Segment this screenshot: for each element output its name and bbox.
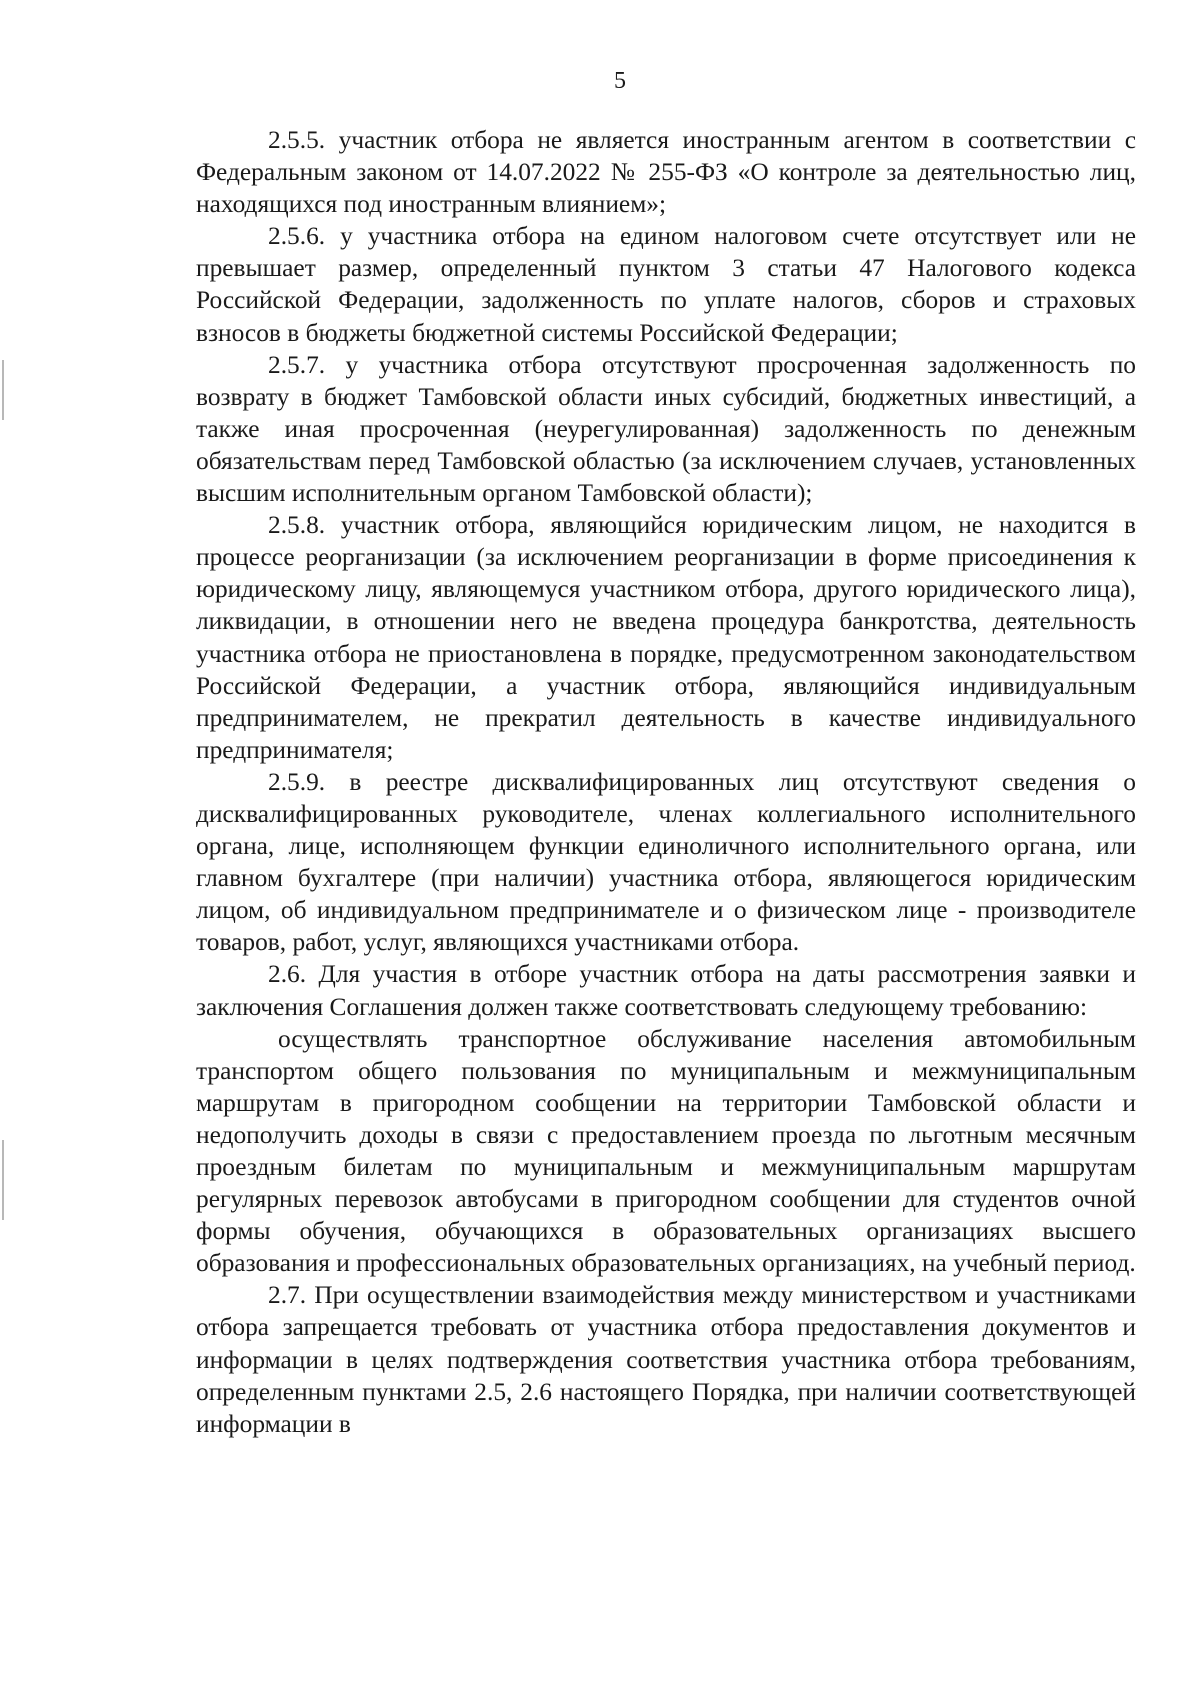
document-body <box>196 124 1136 1440</box>
page-number: 5 <box>614 68 626 94</box>
paragraph-requirement: осуществлять транспортное обслуживание населения автомобильным транспортом общего пользования по муниципальным и межмуниципальным маршрутам в пригородном сообщении на территории Тамбовской области и недополучить доходы в связи с предоставлением проезда по льготным месячным проездным билетам по муниципальным и межмуниципальным маршрутам регулярных перевозок автобусами в пригородном сообщении для студентов очной формы обучения, обучающихся в образовательных организациях высшего образования и профессиональных образовательных организациях, на учебный период. <box>196 1024 1136 1278</box>
scan-edge-mark <box>2 360 4 420</box>
paragraph-2-6: 2.6. Для участия в отборе участник отбора на даты рассмотрения заявки и заключения Соглашения должен также соответствовать следующему требованию: <box>196 960 1136 1021</box>
paragraph-2-5-9: 2.5.9. в реестре дисквалифицированных лиц отсутствуют сведения о дисквалифицированных руководителе, членах коллегиального исполнительного органа, лице, исполняющем функции единоличного исполнительного органа, или главном бухгалтере (при наличии) участника отбора, являющегося юридическим лицом, об индивидуальном предпринимателе и о физическом лице - производителе товаров, работ, услуг, являющихся участниками отбора. <box>196 767 1136 957</box>
paragraph-2-5-5: 2.5.5. участник отбора не является иностранным агентом в соответствии с Федеральным законом от 14.07.2022 № 255-ФЗ «О контроле за деятельностью лиц, находящихся под иностранным влиянием»; <box>196 126 1136 219</box>
scan-edge-mark <box>2 1140 4 1220</box>
paragraph-2-7: 2.7. При осуществлении взаимодействия между министерством и участниками отбора запрещается требовать от участника отбора предоставления документов и информации в целях подтверждения соответствия участника отбора требованиям, определенным пунктами 2.5, 2.6 настоящего Порядка, при наличии соответствующей информации в <box>196 1281 1136 1438</box>
paragraph-2-5-8: 2.5.8. участник отбора, являющийся юридическим лицом, не находится в процессе реорганизации (за исключением реорганизации в форме присоединения к юридическому лицу, являющемуся участником отбора, другого юридического лица), ликвидации, в отношении него не введена процедура банкротства, деятельность участника отбора не приостановлена в порядке, предусмотренном законодательством Российской Федерации, а участник отбора, являющийся индивидуальным предпринимателем, не прекратил деятельность в качестве индивидуального предпринимателя; <box>196 511 1136 764</box>
paragraph-2-5-7: 2.5.7. у участника отбора отсутствуют просроченная задолженность по возврату в бюджет Тамбовской области иных субсидий, бюджетных инвестиций, а также иная просроченная (неурегулированная) задолженность по денежным обязательствам перед Тамбовской областью (за исключением случаев, установленных высшим исполнительным органом Тамбовской области); <box>196 350 1136 508</box>
paragraph-2-5-6: 2.5.6. у участника отбора на едином налоговом счете отсутствует или не превышает размер, определенный пунктом 3 статьи 47 Налогового кодекса Российской Федерации, задолженность по уплате налогов, сборов и страховых взносов в бюджеты бюджетной системы Российской Федерации; <box>196 222 1136 347</box>
